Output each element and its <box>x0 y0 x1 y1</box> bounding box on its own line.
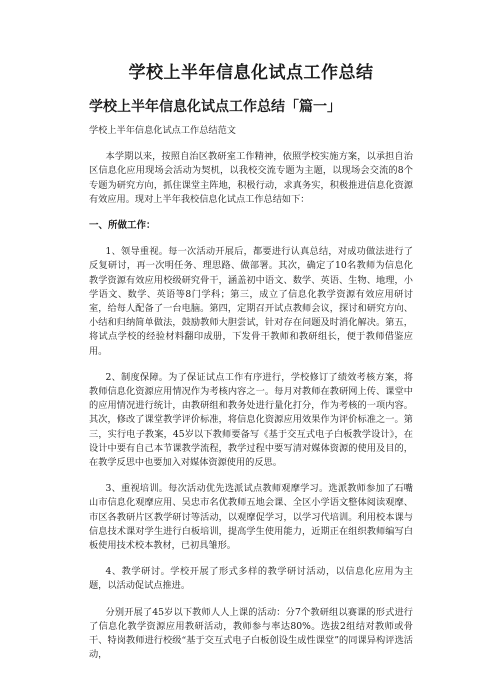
paragraph-opening: 本学期以来，按照自治区教研室工作精神，依照学校实施方案，以承担自治区信息化应用现场会活动为契机，以我校交流专题为主题，以现场会交流的8个专题为研究方向，抓住课堂主阵地，积极行动，求真务实，积极推进信息化资源有效应用。现对上半年我校信息化试点工作总结如下： <box>89 151 413 205</box>
intro-line: 学校上半年信息化试点工作总结范文 <box>89 125 236 136</box>
document-body <box>89 124 413 675</box>
document-subtitle: 学校上半年信息化试点工作总结「篇一」 <box>89 99 341 115</box>
paragraph-system: 2、制度保障。为了保证试点工作有序进行，学校修订了绩效考核方案，将教师信息化资源应用情况作为考核内容之一。每月对教师在教研网上传、课堂中的应用情况进行统计，由教研组和教务处进行量化打分，作为考核的一项内容。其次，修改了课堂教学评价标准，将信息化资源应用效果作为评价标准之一。第三，实行电子教案，45岁以下教师要备写《基于交互式电子白板教学设计》，在设计中要有自己本节课教学流程，教学过程中要写清对媒体资源的使用及目的，在教学反思中也要加入对媒体资源使用的反思。 <box>89 371 413 469</box>
paragraph-activities: 分别开展了45岁以下教师人人上课的活动：分7个教研组以赛课的形式进行了信息化教学资源应用教研活动，教师参与率达80%。选拔2组结对教师或骨干、特岗教师进行校级“基于交互式电子白板创设生成性课堂”的同课异构评选活动， <box>89 606 413 661</box>
paragraph-leadership: 1、领导重视。每一次活动开展后，都要进行认真总结，对成功做法进行了反复研讨，再一次明任务、理思路、做部署。其次，确定了10名教师为信息化教学资源有效应用校级研究骨干，涵盖初中语文、数学、英语、生物、地理，小学语文、数学、英语等8门学科；第三，成立了信息化教学资源有效应用研讨室，给每人配备了一台电脑。第四，定期召开试点教师会议，探讨和研究方向、小结和归纳简单做法，鼓励教师大胆尝试，针对存在问题及时消化解决。第五，将试点学校的经验材料翻印成册，下发骨干教师和教研组长，便于教师借鉴应用。 <box>89 246 413 357</box>
document-title: 学校上半年信息化试点工作总结 <box>128 63 374 83</box>
paragraph-training: 3、重视培训。每次活动优先选派试点教师观摩学习。选派教师参加了石嘴山市信息化观摩应用、吴忠市名优教师五地会课、全区小学语文整体阅读观摩、市区各教研片区教学研讨等活动，以观摩促学习，以学习代培训。利用校本课与信息技术课对学生进行白板培训，提高学生使用能力，近期正在组织教师编写白板使用技术校本教材，已初具雏形。 <box>89 483 413 552</box>
paragraph-research: 4、教学研讨。学校开展了形式多样的教学研讨活动，以信息化应用为主题，以活动促试点推进。 <box>89 566 413 592</box>
section-heading: 一、所做工作： <box>89 220 156 232</box>
